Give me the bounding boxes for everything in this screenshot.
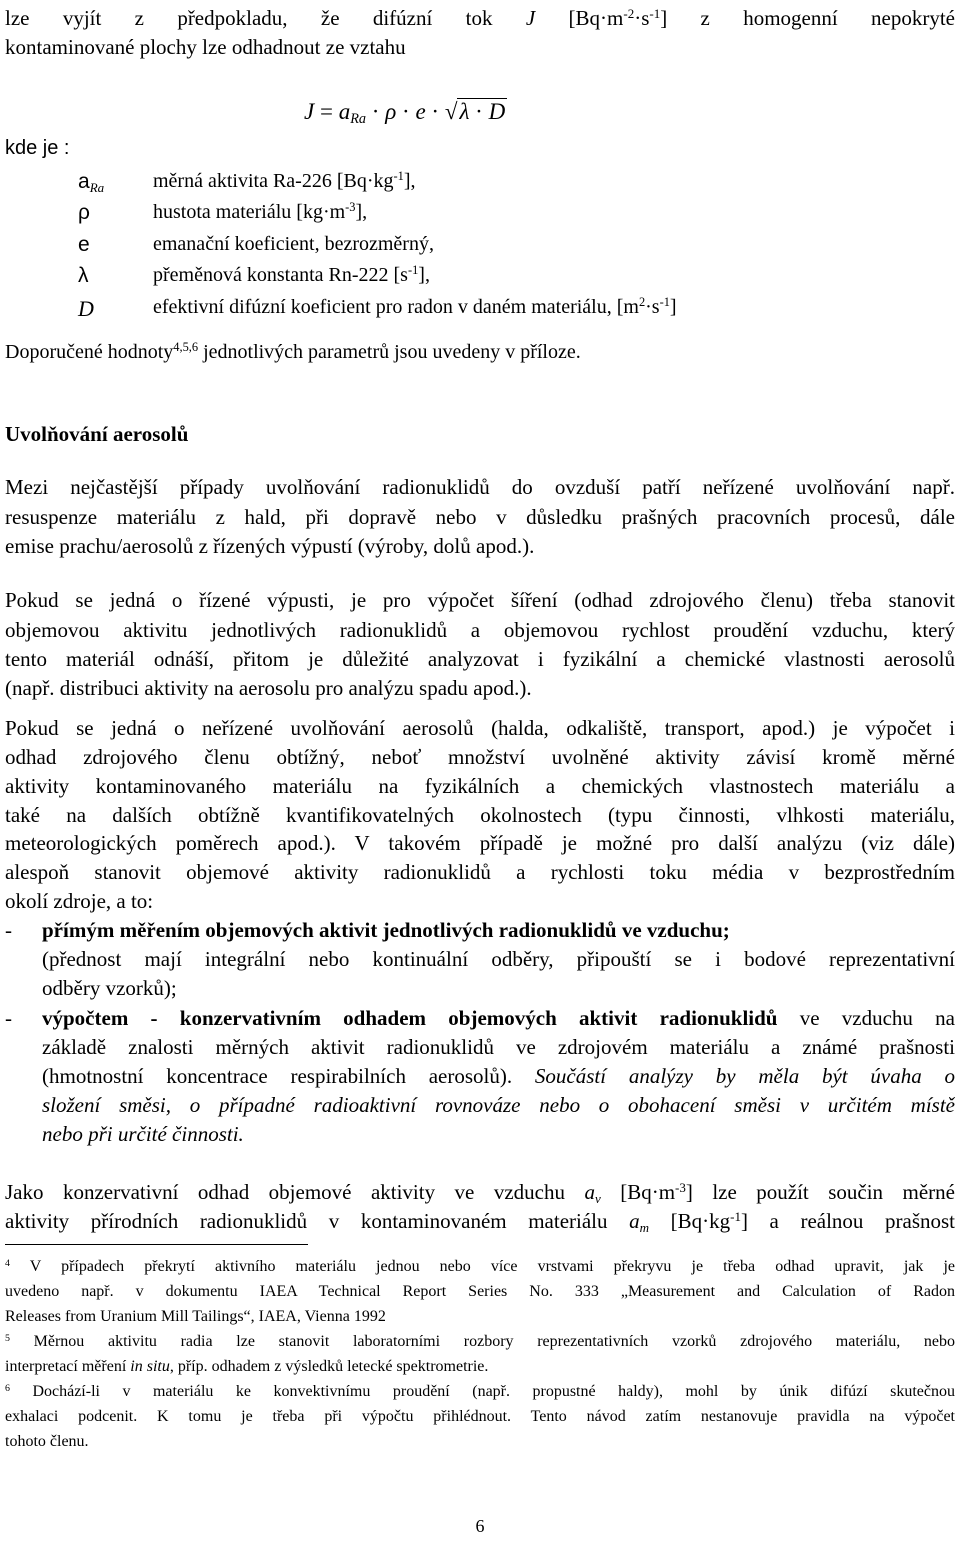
footnote-4-line: $^4$ V případech překrytí aktivního materiálu jednou nebo více vrstvami překryvu je třeba odhad upravit, jak je [5,1257,955,1275]
text-line: objemovou aktivitu jednotlivých radionuklidů a objemovou rychlost proudění vzduchu, který [5,618,955,642]
footnote-5-line: $^5$ Měrnou aktivitu radia lze stanovit laboratorními rozbory reprezentativních vzorků zdrojového materiálu, nebo [5,1332,955,1350]
def-symbol: D [78,296,94,321]
text-line: základě znalosti měrných aktivit radionuklidů ve zdrojovém materiálu a známé prašnosti [42,1035,955,1059]
where-label: kde je : [5,137,70,159]
def-text: přeměnová konstanta Rn-222 $[s^{-1}]$, [153,263,430,286]
text-line: (přednost mají integrální nebo kontinuální odběry, připouští se i bodové reprezentativní [42,947,955,971]
def-symbol: e [78,233,90,256]
footnote-4-line: Releases from Uranium Mill Tailings“, IAEA, Vienna 1992 [5,1308,386,1325]
def-symbol: λ [78,264,89,287]
def-symbol: $a_{Ra}$ [78,170,105,195]
text-line: odhad zdrojového členu obtížný, neboť množství uvolněné aktivity závisí kromě měrné [5,745,955,769]
text-line: Jako konzervativní odhad objemové aktivity ve vzduchu $a_v$ $[Bq\cdot m^{-3}]$ lze použít součin měrné [5,1179,955,1206]
bullet-title: přímým měřením objemových aktivit jednotlivých radionuklidů ve vzduchu; [42,918,730,942]
bullet-dash: - [5,1006,12,1030]
sqrt-radicand: λ · D [459,99,506,124]
def-text: efektivní difúzní koeficient pro radon v daném materiálu, $[m^2\cdot s^{-1}]$ [153,295,677,318]
text-line: nebo při určité činnosti. [42,1122,244,1146]
footnote-4-line: uvedeno např. v dokumentu IAEA Technical Report Series No. 333 „Measurement and Calculation of Radon [5,1283,955,1300]
footnote-separator [5,1244,308,1245]
text-line: aktivity kontaminovaného materiálu na fyzikálních a chemických vlastnostech materiálu a [5,774,955,798]
footnote-6-line: exhalaci podcenit. K tomu je třeba při výpočtu přihlédnout. Tento návod zatím nestanovuje pravidla na výpočet [5,1408,955,1425]
text-line: (např. distribuci aktivity na aerosolu pro analýzu spadu apod.). [5,676,532,700]
text-line: také na dalších obtížně kvantifikovatelných okolnostech (typu činnosti, vlhkosti materiálu, [5,803,955,827]
text-line: Mezi nejčastější případy uvolňování radionuklidů do ovzduší patří neřízené uvolňování např. [5,475,955,499]
text-line: resuspenze materiálu z hald, při dopravě nebo v důsledku prašných pracovních procesů, dále [5,505,955,529]
def-text: měrná aktivita Ra-226 $[Bq\cdot kg^{-1}]$, [153,169,416,192]
footnote-5-line: interpretací měření in situ, příp. odhadem z výsledků letecké spektrometrie. [5,1358,489,1375]
bullet-title: výpočtem - konzervativním odhadem objemových aktivit radionuklidů [42,1006,778,1030]
text-line: složení směsi, o případné radioaktivní rovnováze nebo o obohacení směsi v určitém místě [42,1093,955,1117]
footnote-6-line: $^6$ Dochází-li v materiálu ke konvektivnímu proudění (např. propustné haldy), mohl by únik difúzí skutečnou [5,1382,955,1400]
def-symbol: ρ [78,201,90,224]
formula: $J = a_{Ra} \cdot \rho \cdot e \cdot √\lambda \cdot D$ [304,99,506,128]
intro-line-1: lze vyjít z předpokladu, že difúzní tok J $[Bq\cdot m^{-2}\cdot s^{-1}]$ z homogenní nepokryté [5,5,956,30]
section-heading: Uvolňování aerosolů [5,422,189,446]
page-number: 6 [475,1516,485,1536]
text-line: Pokud se jedná o řízené výpusti, je pro výpočet šíření (odhad zdrojového členu) třeba stanovit [5,588,955,612]
text-line: Pokud se jedná o neřízené uvolňování aerosolů (halda, odkaliště, transport, apod.) je výpočet i [5,716,955,740]
intro-line-2: kontaminované plochy lze odhadnout ze vztahu [5,35,406,59]
recommended-values: Doporučené hodnoty$^{4,5,6}$ jednotlivých parametrů jsou uvedeny v příloze. [5,340,581,363]
text-line: tento materiál odnáší, přitom je důležité analyzovat i fyzikální a chemické vlastnosti aerosolů [5,647,955,671]
text-line: odběry vzorků); [42,976,177,1000]
def-text: hustota materiálu $[kg\cdot m^{-3}]$, [153,200,368,223]
bullet-dash: - [5,918,12,942]
text-line: okolí zdroje, a to: [5,889,154,913]
text-line: alespoň stanovit objemové aktivity radionuklidů a rychlosti toku média v bezprostředním [5,860,955,884]
text-line: výpočtem - konzervativním odhadem objemových aktivit radionuklidů ve vzduchu na [42,1006,955,1030]
footnote-6-line: tohoto členu. [5,1433,89,1450]
sqrt-sign: √ [444,99,458,124]
text-line: (hmotnostní koncentrace respirabilních aerosolů). Součástí analýzy by měla být úvaha o [42,1064,956,1088]
text-line: meteorologických poměrech apod.). V takovém případě je možné pro další analýzu (viz dále) [5,831,955,855]
text-line: aktivity přírodních radionuklidů v kontaminovaném materiálu $a_m$ $[Bq\cdot kg^{-1}]$ a reálnou prašnost [5,1208,956,1235]
text-line: emise prachu/aerosolů z řízených výpustí (výroby, dolů apod.). [5,534,535,558]
def-text: emanační koeficient, bezrozměrný, [153,233,434,255]
